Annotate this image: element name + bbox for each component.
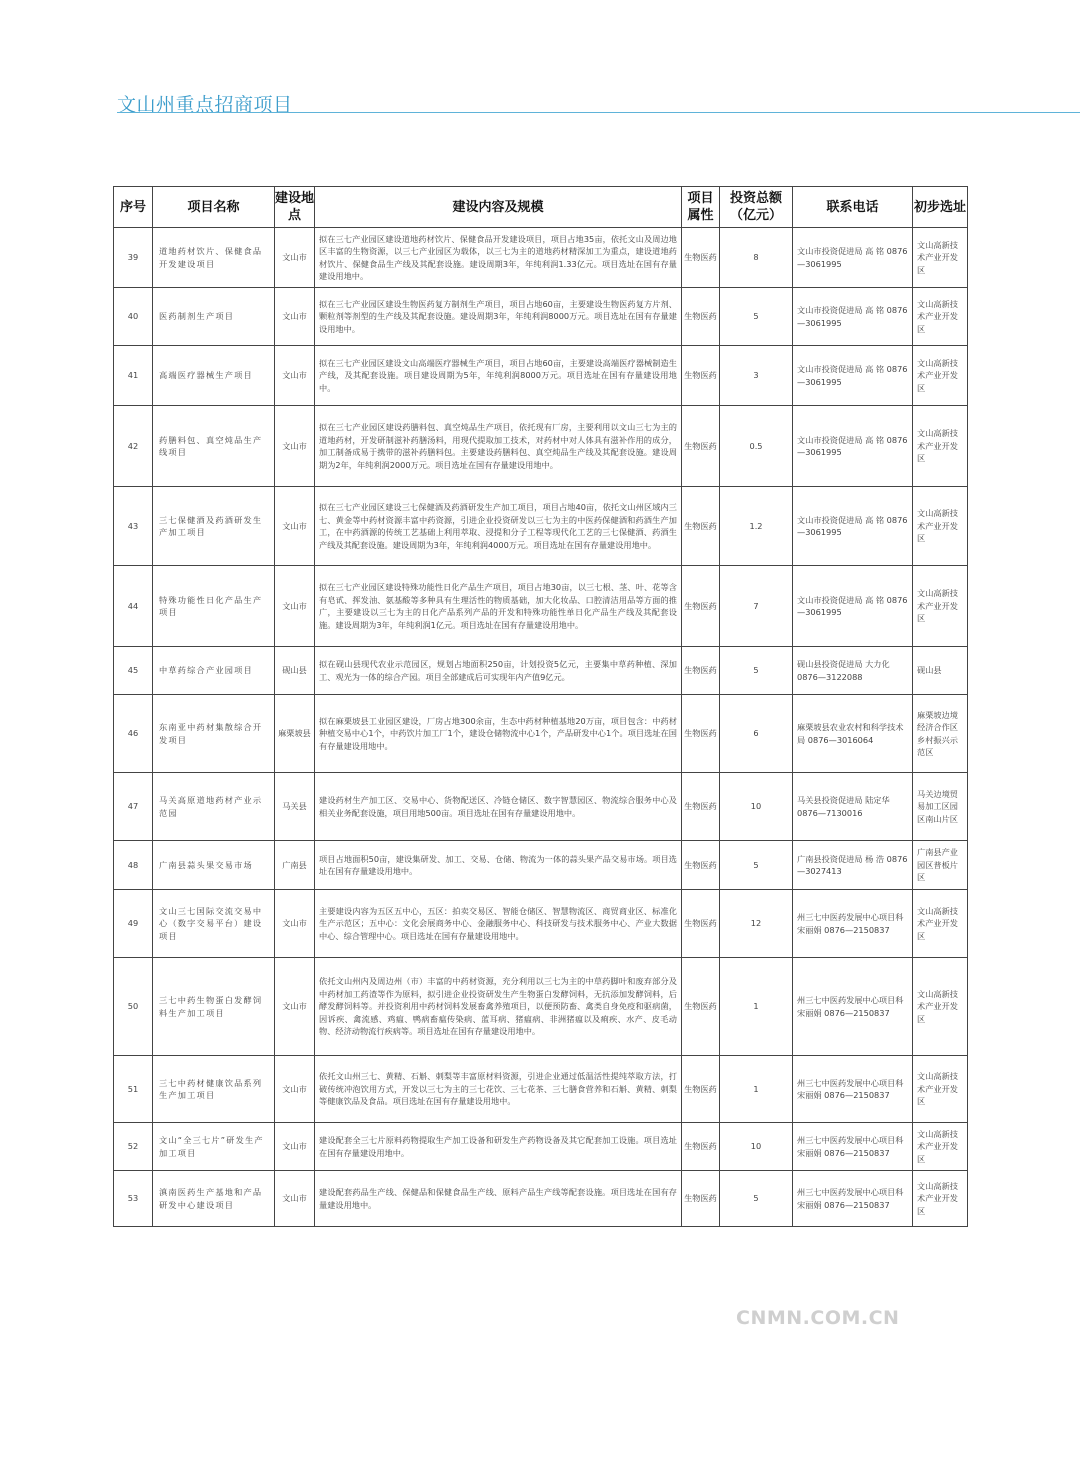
cell-attribute: 生物医药 xyxy=(682,1056,720,1123)
cell-site: 文山高新技术产业开发区 xyxy=(913,1056,968,1123)
cell-no: 41 xyxy=(114,346,153,406)
cell-location: 砚山县 xyxy=(275,647,315,695)
cell-attribute: 生物医药 xyxy=(682,695,720,773)
cell-name: 道地药材饮片、保健食品开发建设项目 xyxy=(153,228,275,288)
cell-name: 文山三七国际交流交易中心（数字交易平台）建设项目 xyxy=(153,890,275,958)
cell-content: 拟在砚山县现代农业示范园区，规划占地面积250亩，计划投资5亿元，主要集中草药种植、深加工、观光为一体的综合产园。项目全部建成后可实现年内产值9亿元。 xyxy=(315,647,682,695)
cell-contact: 州三七中医药发展中心项目科 宋丽娟 0876—2150837 xyxy=(793,1171,913,1227)
cell-no: 43 xyxy=(114,487,153,566)
table-row xyxy=(114,1056,968,1123)
cell-name: 三七保健酒及药酒研发生产加工项目 xyxy=(153,487,275,566)
cell-investment: 0.5 xyxy=(720,406,793,487)
cell-no: 44 xyxy=(114,566,153,647)
cell-location: 马关县 xyxy=(275,773,315,841)
cell-name: 三七中药生物蛋白发酵饲料生产加工项目 xyxy=(153,958,275,1056)
cell-no: 53 xyxy=(114,1171,153,1227)
cell-name: 广南县蒜头果交易市场 xyxy=(153,841,275,890)
table-header-row xyxy=(114,187,968,228)
cell-content: 拟在三七产业园区建设特殊功能性日化产品生产项目，项目占地30亩，以三七根、茎、叶、花等含有皂甙、挥发油、氨基酸等多种具有生理活性的物质基础，加大化妆品、口腔清洁用品等方面的推广，主要建设以三七为主的日化产品系列产品的开发和特殊功能性单日化产品生产线及其配套设施。建设周期为3年，年纯利润1亿元。项目选址在国有存量建设用地中。 xyxy=(315,566,682,647)
cell-name: 马关高原道地药材产业示范园 xyxy=(153,773,275,841)
cell-attribute: 生物医药 xyxy=(682,1123,720,1171)
cell-location: 文山市 xyxy=(275,346,315,406)
cell-contact: 文山市投资促进局 高 铭 0876—3061995 xyxy=(793,346,913,406)
table-row xyxy=(114,647,968,695)
cell-investment: 12 xyxy=(720,890,793,958)
cell-content: 项目占地面积50亩，建设集研发、加工、交易、仓储、物流为一体的蒜头果产品交易市场。项目选址在国有存量建设用地中。 xyxy=(315,841,682,890)
cell-content: 拟在三七产业园区建设生物医药复方制剂生产项目，项目占地60亩，主要建设生物医药复方片剂、颗粒剂等剂型的生产线及其配套设施。建设周期3年，年纯利润8000万元。项目选址在国有存量建设用地中。 xyxy=(315,288,682,346)
cell-no: 49 xyxy=(114,890,153,958)
cell-name: 医药制剂生产项目 xyxy=(153,288,275,346)
cell-location: 文山市 xyxy=(275,1123,315,1171)
header-attribute: 项目属性 xyxy=(682,187,720,228)
header-investment: 投资总额（亿元） xyxy=(720,187,793,228)
table-row xyxy=(114,695,968,773)
cell-site: 文山高新技术产业开发区 xyxy=(913,1171,968,1227)
cell-site: 文山高新技术产业开发区 xyxy=(913,487,968,566)
cell-location: 文山市 xyxy=(275,958,315,1056)
cell-site: 麻栗坡边境经济合作区乡村振兴示范区 xyxy=(913,695,968,773)
cell-location: 文山市 xyxy=(275,288,315,346)
cell-location: 文山市 xyxy=(275,228,315,288)
table-row xyxy=(114,1123,968,1171)
cell-name: 特殊功能性日化产品生产项目 xyxy=(153,566,275,647)
cell-attribute: 生物医药 xyxy=(682,346,720,406)
header-location: 建设地点 xyxy=(275,187,315,228)
cell-attribute: 生物医药 xyxy=(682,841,720,890)
table-row xyxy=(114,288,968,346)
cell-no: 51 xyxy=(114,1056,153,1123)
cell-location: 广南县 xyxy=(275,841,315,890)
cell-content: 依托文山州三七、黄精、石斛、刺梨等丰富原材料资源，引进企业通过低温活性提纯萃取方法，打破传统冲泡饮用方式，开发以三七为主的三七花饮、三七花茶、三七膳食营养和石斛、黄精、刺梨等健康饮品及食品。项目选址在国有存量建设用地中。 xyxy=(315,1056,682,1123)
cell-no: 40 xyxy=(114,288,153,346)
cell-content: 建设配套药品生产线、保健品和保健食品生产线、原料产品生产线等配套设施。项目选址在国有存量建设用地中。 xyxy=(315,1171,682,1227)
cell-content: 拟在麻栗坡县工业园区建设，厂房占地300余亩，生态中药材种植基地20万亩，项目包含：中药材种植交易中心1个，中药饮片加工厂1个，建设仓储物流中心1个，产品研发中心1个。项目选址在国有存量建设用地中。 xyxy=(315,695,682,773)
cell-investment: 5 xyxy=(720,288,793,346)
cell-attribute: 生物医药 xyxy=(682,487,720,566)
cell-site: 砚山县 xyxy=(913,647,968,695)
table-row xyxy=(114,346,968,406)
header-no: 序号 xyxy=(114,187,153,228)
cell-attribute: 生物医药 xyxy=(682,890,720,958)
project-table xyxy=(113,186,968,1227)
header-divider xyxy=(117,112,1080,113)
page-header-title: 文山州重点招商项目 xyxy=(117,94,293,116)
cell-location: 文山市 xyxy=(275,1056,315,1123)
cell-investment: 10 xyxy=(720,773,793,841)
table-row xyxy=(114,228,968,288)
cell-contact: 州三七中医药发展中心项目科 宋丽娟 0876—2150837 xyxy=(793,958,913,1056)
cell-name: 东南亚中药材集散综合开发项目 xyxy=(153,695,275,773)
cell-contact: 麻栗坡县农业农村和科学技术局 0876—3016064 xyxy=(793,695,913,773)
cell-content: 主要建设内容为五区五中心，五区：拍卖交易区、智能仓储区、智慧物流区、商贸商业区、标准化生产示范区；五中心：文化会展商务中心、金融服务中心、科技研发与技术服务中心、产业大数据中心、综合管理中心。项目选址在国有存量建设用地中。 xyxy=(315,890,682,958)
cell-contact: 广南县投资促进局 杨 浩 0876—3027413 xyxy=(793,841,913,890)
cell-site: 文山高新技术产业开发区 xyxy=(913,958,968,1056)
table-row xyxy=(114,958,968,1056)
cell-contact: 马关县投资促进局 陆定华 0876—7130016 xyxy=(793,773,913,841)
cell-name: 文山“全三七片”研发生产加工项目 xyxy=(153,1123,275,1171)
table-row xyxy=(114,841,968,890)
cell-location: 文山市 xyxy=(275,890,315,958)
cell-name: 中草药综合产业园项目 xyxy=(153,647,275,695)
cell-investment: 1 xyxy=(720,958,793,1056)
cell-attribute: 生物医药 xyxy=(682,228,720,288)
cell-location: 文山市 xyxy=(275,1171,315,1227)
cell-investment: 7 xyxy=(720,566,793,647)
cell-site: 文山高新技术产业开发区 xyxy=(913,890,968,958)
cell-no: 42 xyxy=(114,406,153,487)
cell-site: 文山高新技术产业开发区 xyxy=(913,406,968,487)
cell-no: 50 xyxy=(114,958,153,1056)
cell-location: 文山市 xyxy=(275,566,315,647)
cell-investment: 1.2 xyxy=(720,487,793,566)
cell-content: 拟在三七产业园区建设文山高端医疗器械生产项目，项目占地60亩，主要建设高端医疗器械制造生产线，及其配套设施。项目建设周期为5年，年纯利润8000万元。项目选址在国有存量建设用地中。 xyxy=(315,346,682,406)
cell-investment: 10 xyxy=(720,1123,793,1171)
table-row xyxy=(114,890,968,958)
cell-attribute: 生物医药 xyxy=(682,773,720,841)
cell-name: 三七中药材健康饮品系列生产加工项目 xyxy=(153,1056,275,1123)
cell-attribute: 生物医药 xyxy=(682,288,720,346)
cell-site: 文山高新技术产业开发区 xyxy=(913,1123,968,1171)
cell-contact: 砚山县投资促进局 大力化 0876—3122088 xyxy=(793,647,913,695)
header-contact: 联系电话 xyxy=(793,187,913,228)
cell-site: 文山高新技术产业开发区 xyxy=(913,228,968,288)
cell-contact: 文山市投资促进局 高 铭 0876—3061995 xyxy=(793,228,913,288)
cell-investment: 5 xyxy=(720,841,793,890)
cell-investment: 3 xyxy=(720,346,793,406)
cell-site: 文山高新技术产业开发区 xyxy=(913,288,968,346)
cell-content: 拟在三七产业园区建设药膳料包、真空炖品生产项目，依托现有厂房，主要利用以文山三七为主的道地药材，开发研制滋补药膳汤料，用现代提取加工技术，对药材中对人体具有滋补作用的成分，加工制备成易于携带的滋补药膳料包。主要建设药膳料包、真空炖品生产线及其配套设施。建设周期为2年，年纯利润2000万元。项目选址在国有存量建设用地中。 xyxy=(315,406,682,487)
cell-content: 拟在三七产业园区建设道地药材饮片、保健食品开发建设项目，项目占地35亩，依托文山及周边地区丰富的生物资源，以三七产业园区为载体，以三七为主的道地药材精深加工为重点，建设道地药材饮片、保健食品生产线及其配套设施。建设周期3年，年纯利润1.33亿元。项目选址在国有存量建设用地中。 xyxy=(315,228,682,288)
cell-contact: 州三七中医药发展中心项目科 宋丽娟 0876—2150837 xyxy=(793,890,913,958)
table-row xyxy=(114,566,968,647)
cell-content: 建设药材生产加工区、交易中心、货物配送区、冷链仓储区、数字智慧园区、物流综合服务中心及相关业务配套设施，项目用地500亩。项目选址在国有存量建设用地中。 xyxy=(315,773,682,841)
cell-name: 滇南医药生产基地和产品研发中心建设项目 xyxy=(153,1171,275,1227)
cell-content: 拟在三七产业园区建设三七保健酒及药酒研发生产加工项目，项目占地40亩，依托文山州区域内三七、黄金等中药材资源丰富中药资源，引进企业投资研发以三七为主的中医药保健酒和药酒生产加工，在中药酒源的传统工艺基础上利用萃取、浸提和分子工程等现代化工艺的三七保健酒、药酒生产线及其配套设施。建设周期为3年，年纯利润4000万元。项目选址在国有存量建设用地中。 xyxy=(315,487,682,566)
cell-attribute: 生物医药 xyxy=(682,1171,720,1227)
cell-attribute: 生物医药 xyxy=(682,647,720,695)
watermark-text: CNMN.COM.CN xyxy=(736,1307,900,1329)
cell-investment: 1 xyxy=(720,1056,793,1123)
cell-attribute: 生物医药 xyxy=(682,958,720,1056)
cell-location: 文山市 xyxy=(275,487,315,566)
cell-content: 建设配套全三七片原料药物提取生产加工设备和研发生产药物设备及其它配套加工设施。项目选址在国有存量建设用地中。 xyxy=(315,1123,682,1171)
cell-investment: 8 xyxy=(720,228,793,288)
table-row xyxy=(114,773,968,841)
cell-site: 广南县产业园区普板片区 xyxy=(913,841,968,890)
header-site: 初步选址 xyxy=(913,187,968,228)
cell-no: 52 xyxy=(114,1123,153,1171)
cell-no: 47 xyxy=(114,773,153,841)
cell-site: 马关边境贸易加工区园区南山片区 xyxy=(913,773,968,841)
cell-attribute: 生物医药 xyxy=(682,406,720,487)
cell-investment: 5 xyxy=(720,1171,793,1227)
table-row xyxy=(114,487,968,566)
cell-no: 45 xyxy=(114,647,153,695)
cell-investment: 5 xyxy=(720,647,793,695)
cell-contact: 文山市投资促进局 高 铭 0876—3061995 xyxy=(793,288,913,346)
cell-site: 文山高新技术产业开发区 xyxy=(913,566,968,647)
table-row xyxy=(114,406,968,487)
cell-location: 文山市 xyxy=(275,406,315,487)
header-name: 项目名称 xyxy=(153,187,275,228)
cell-contact: 州三七中医药发展中心项目科 宋丽娟 0876—2150837 xyxy=(793,1123,913,1171)
cell-attribute: 生物医药 xyxy=(682,566,720,647)
cell-contact: 文山市投资促进局 高 铭 0876—3061995 xyxy=(793,406,913,487)
cell-contact: 州三七中医药发展中心项目科 宋丽娟 0876—2150837 xyxy=(793,1056,913,1123)
cell-contact: 文山市投资促进局 高 铭 0876—3061995 xyxy=(793,487,913,566)
cell-contact: 文山市投资促进局 高 铭 0876—3061995 xyxy=(793,566,913,647)
cell-investment: 6 xyxy=(720,695,793,773)
table-row xyxy=(114,1171,968,1227)
header-content: 建设内容及规模 xyxy=(315,187,682,228)
cell-name: 高端医疗器械生产项目 xyxy=(153,346,275,406)
cell-no: 48 xyxy=(114,841,153,890)
cell-no: 39 xyxy=(114,228,153,288)
cell-no: 46 xyxy=(114,695,153,773)
cell-site: 文山高新技术产业开发区 xyxy=(913,346,968,406)
cell-name: 药膳料包、真空炖品生产线项目 xyxy=(153,406,275,487)
cell-location: 麻栗坡县 xyxy=(275,695,315,773)
cell-content: 依托文山州内及周边州（市）丰富的中药材资源，充分利用以三七为主的中草药脚叶和废弃部分及中药材加工药渣等作为原料，拟引进企业投资研发生产生物蛋白发酵饲料，无抗添加发酵饲料，后酵发酵饲料等。并投资利用中药材饲料发展畜禽养殖项目，以便预防畜、禽类自身免疫和驱病菌，因诉疾、禽流感、鸡瘟、鸭病畜瘟传染病、蓝耳病、猪瘟病、非洲猪瘟以及痢疾、水产、皮毛动物、经济动物流行疾病等。项目选址在国有存量建设用地中。 xyxy=(315,958,682,1056)
